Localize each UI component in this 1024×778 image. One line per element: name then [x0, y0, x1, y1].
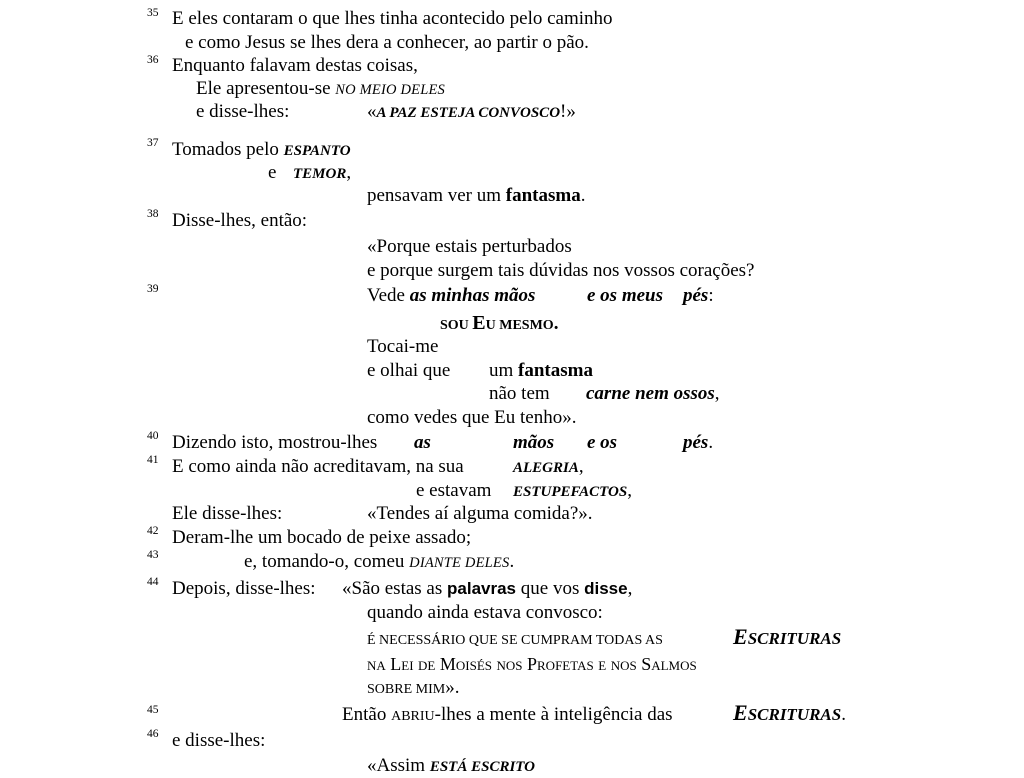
- verse-line: como vedes que Eu tenho».: [367, 407, 577, 428]
- emphasis: mãos: [513, 432, 555, 453]
- verse-line: Disse-lhes, então:: [172, 210, 308, 231]
- emphasis: palavras: [447, 579, 517, 598]
- emphasis: ABRIU: [391, 709, 435, 724]
- quote-line: e porque surgem tais dúvidas nos vossos corações?: [367, 260, 755, 281]
- verse-line: e olhai que: [367, 360, 451, 381]
- verse-number: 36: [147, 54, 159, 66]
- verse-line: pés:: [683, 285, 714, 306]
- emphasis: pés: [683, 285, 709, 306]
- emphasis: A PAZ ESTEJA CONVOSCO: [376, 105, 561, 121]
- emphasis: ESCRITURAS.: [733, 700, 846, 725]
- verse-line: um fantasma: [489, 360, 593, 381]
- verse-number: 35: [147, 7, 159, 19]
- emphasis: carne nem ossos: [586, 383, 715, 404]
- verse-line: carne nem ossos,: [586, 383, 720, 404]
- quote-line: SOBRE MIM».: [367, 677, 460, 698]
- emphasis: e os: [587, 432, 618, 453]
- verse-number: 39: [147, 283, 159, 295]
- quote-line: quando ainda estava convosco:: [367, 602, 603, 623]
- verse-number: 41: [147, 454, 159, 466]
- emphasis: NO MEIO DELES: [335, 82, 446, 98]
- emphasis: as minhas mãos: [409, 285, 536, 306]
- verse-line: Então ABRIU-lhes a mente à inteligência das: [342, 704, 673, 725]
- verse-line: Depois, disse-lhes:: [172, 578, 316, 599]
- emphasis: pés: [683, 432, 709, 453]
- emphasis-line: SOU EU MESMO.: [440, 312, 559, 334]
- verse-line: e disse-lhes:: [172, 730, 266, 751]
- quote-line: É NECESSÁRIO QUE SE CUMPRAM TODAS AS: [367, 633, 663, 648]
- emphasis: disse: [584, 579, 628, 598]
- verse-number: 40: [147, 430, 159, 442]
- verse-number: 43: [147, 549, 159, 561]
- emphasis: as: [414, 432, 431, 453]
- verse-line: TEMOR,: [293, 162, 352, 183]
- verse-line: e, tomando-o, comeu DIANTE DELES.: [244, 551, 515, 572]
- verse-number: 44: [147, 576, 159, 588]
- verse-number: 46: [147, 728, 159, 740]
- verse-line: pensavam ver um fantasma.: [367, 185, 586, 206]
- emphasis: ESPANTO: [283, 143, 351, 159]
- verse-line: ESTUPEFACTOS,: [513, 480, 632, 501]
- quote-line: «A PAZ ESTEJA CONVOSCO!»: [367, 101, 576, 122]
- verse-line: e: [268, 162, 277, 183]
- verse-line: e como Jesus se lhes dera a conhecer, ao partir o pão.: [185, 32, 589, 53]
- verse-line: Tocai-me: [367, 336, 439, 357]
- emphasis: ALEGRIA: [513, 460, 579, 476]
- verse-line: Enquanto falavam destas coisas,: [172, 55, 418, 76]
- verse-line: Vede as minhas mãos: [367, 285, 536, 306]
- verse-line: ALEGRIA,: [513, 456, 584, 477]
- emphasis: ESTUPEFACTOS: [513, 484, 628, 500]
- verse-line: Ele apresentou-se NO MEIO DELES: [196, 78, 446, 99]
- verse-line: não tem: [489, 383, 550, 404]
- emphasis: TEMOR: [293, 166, 347, 182]
- verse-line: Ele disse-lhes:: [172, 503, 283, 524]
- quote-line: «Porque estais perturbados: [367, 236, 572, 257]
- verse-line: pés.: [683, 432, 714, 453]
- verse-line: Tomados pelo ESPANTO: [172, 139, 351, 160]
- verse-number: 42: [147, 525, 159, 537]
- verse-number: 45: [147, 704, 159, 716]
- verse-number: 38: [147, 208, 159, 220]
- emphasis: e os meus: [587, 285, 663, 306]
- emphasis: ESTÁ ESCRITO: [429, 759, 536, 775]
- quote-line: «Tendes aí alguma comida?».: [367, 503, 593, 524]
- verse-line: Deram-lhe um bocado de peixe assado;: [172, 527, 472, 548]
- verse-line: Dizendo isto, mostrou-lhes: [172, 432, 378, 453]
- quote-line: na Lei de Moisés nos Profetas e nos Salmos: [367, 654, 697, 674]
- quote-line: «Assim ESTÁ ESCRITO: [367, 755, 536, 776]
- verse-line: E eles contaram o que lhes tinha acontecido pelo caminho: [172, 8, 613, 29]
- quote-line: «São estas as palavras que vos disse,: [342, 578, 633, 599]
- verse-number: 37: [147, 137, 159, 149]
- emphasis: ESCRITURAS: [733, 624, 842, 649]
- verse-line: e disse-lhes:: [196, 101, 290, 122]
- emphasis: fantasma: [518, 360, 593, 381]
- emphasis: DIANTE DELES: [409, 555, 510, 571]
- verse-line: e estavam: [416, 480, 492, 501]
- verse-line: E como ainda não acreditavam, na sua: [172, 456, 464, 477]
- emphasis: fantasma: [505, 185, 581, 206]
